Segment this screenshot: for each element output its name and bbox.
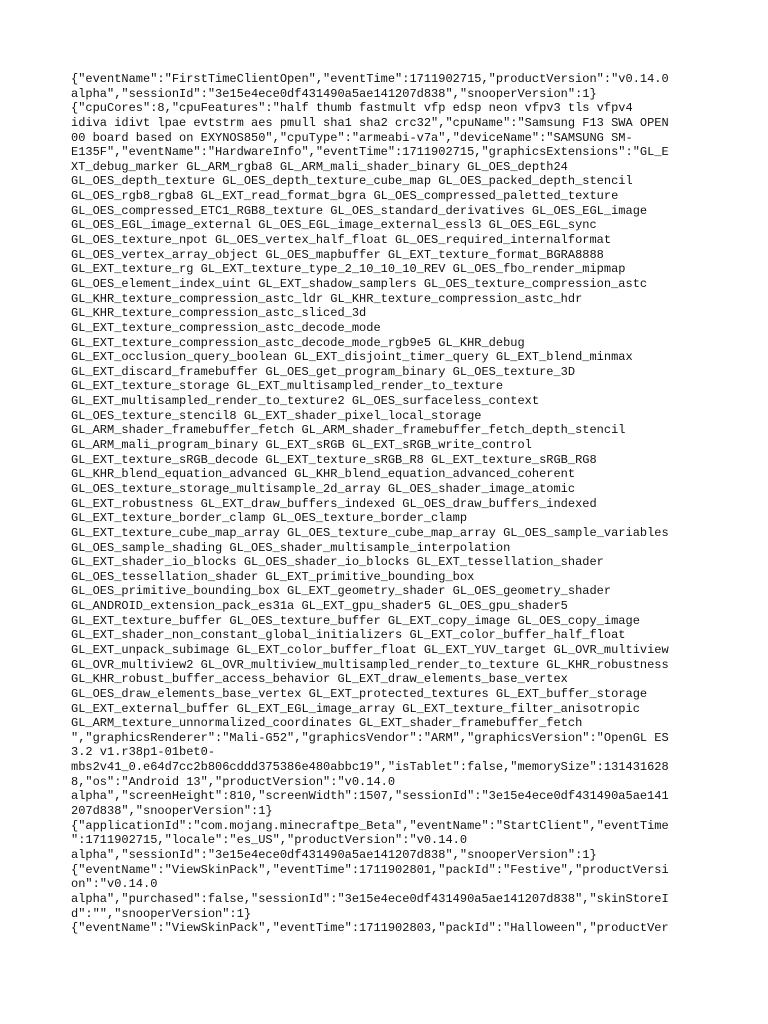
text-line: GL_OES_depth_texture GL_OES_depth_texture_cube_map GL_OES_packed_depth_stencil	[71, 174, 633, 189]
text-line: {"eventName":"ViewSkinPack","eventTime":1711902803,"packId":"Halloween","productVer	[71, 921, 669, 936]
text-line: ","graphicsRenderer":"Mali-G52","graphicsVendor":"ARM","graphicsVersion":"OpenGL ES	[71, 730, 669, 745]
text-line: idiva idivt lpae evtstrm aes pmull sha1 sha2 crc32","cpuName":"Samsung F13 SWA OPEN	[71, 115, 669, 130]
text-line: GL_EXT_discard_framebuffer GL_OES_get_program_binary GL_OES_texture_3D	[71, 364, 576, 379]
text-line: GL_EXT_texture_buffer GL_OES_texture_buffer GL_EXT_copy_image GL_OES_copy_image	[71, 613, 640, 628]
text-line: GL_EXT_multisampled_render_to_texture2 GL_OES_surfaceless_context	[71, 394, 540, 409]
text-line: alpha","screenHeight":810,"screenWidth":1507,"sessionId":"3e15e4ece0df431490a5ae141	[71, 789, 669, 804]
text-line: {"cpuCores":8,"cpuFeatures":"half thumb fastmult vfp edsp neon vfpv3 tls vfpv4	[71, 101, 633, 116]
text-line: {"eventName":"ViewSkinPack","eventTime":1711902801,"packId":"Festive","productVersi	[71, 862, 669, 877]
text-line: GL_ANDROID_extension_pack_es31a GL_EXT_gpu_shader5 GL_OES_gpu_shader5	[71, 599, 568, 614]
text-line: GL_EXT_texture_compression_astc_decode_mode	[71, 320, 381, 335]
text-line: GL_ARM_shader_framebuffer_fetch GL_ARM_shader_framebuffer_fetch_depth_stencil	[71, 423, 626, 438]
text-line: GL_OES_texture_storage_multisample_2d_array GL_OES_shader_image_atomic	[71, 481, 576, 496]
text-line: GL_EXT_shader_non_constant_global_initializers GL_EXT_color_buffer_half_float	[71, 628, 626, 643]
text-line: {"eventName":"FirstTimeClientOpen","eventTime":1711902715,"productVersion":"v0.14.0	[71, 72, 669, 86]
text-line: GL_OES_EGL_image_external GL_OES_EGL_image_external_essl3 GL_OES_EGL_sync	[71, 218, 597, 233]
text-line: 8,"os":"Android 13","productVersion":"v0.14.0	[71, 774, 396, 789]
text-line: on":"v0.14.0	[71, 877, 158, 892]
text-line: GL_ARM_texture_unnormalized_coordinates GL_EXT_shader_framebuffer_fetch	[71, 716, 583, 731]
text-line: alpha","sessionId":"3e15e4ece0df431490a5ae141207d838","snooperVersion":1}	[71, 847, 597, 862]
text-line: GL_OES_element_index_uint GL_EXT_shadow_samplers GL_OES_texture_compression_astc	[71, 276, 648, 291]
text-line: GL_OES_compressed_ETC1_RGB8_texture GL_OES_standard_derivatives GL_OES_EGL_image	[71, 203, 648, 218]
text-line: GL_OES_tessellation_shader GL_EXT_primitive_bounding_box	[71, 569, 475, 584]
text-line: GL_KHR_robust_buffer_access_behavior GL_EXT_draw_elements_base_vertex	[71, 672, 568, 687]
text-line: GL_OES_primitive_bounding_box GL_EXT_geometry_shader GL_OES_geometry_shader	[71, 584, 612, 599]
text-line: GL_ARM_mali_program_binary GL_EXT_sRGB GL_EXT_sRGB_write_control	[71, 438, 532, 453]
text-line: GL_KHR_texture_compression_astc_sliced_3d	[71, 306, 367, 321]
text-line: {"applicationId":"com.mojang.minecraftpe_Beta","eventName":"StartClient","eventTime	[71, 818, 669, 833]
text-line: GL_EXT_texture_border_clamp GL_OES_texture_border_clamp	[71, 511, 468, 526]
text-line: d":"","snooperVersion":1}	[71, 906, 252, 921]
text-line: GL_OES_vertex_array_object GL_OES_mapbuffer GL_EXT_texture_format_BGRA8888	[71, 247, 604, 262]
text-line: ":1711902715,"locale":"es_US","productVersion":"v0.14.0	[71, 833, 468, 848]
text-line: GL_OVR_multiview2 GL_OVR_multiview_multisampled_render_to_texture GL_KHR_robustness	[71, 657, 669, 672]
text-line: alpha","sessionId":"3e15e4ece0df431490a5ae141207d838","snooperVersion":1}	[71, 86, 597, 101]
text-line: GL_EXT_occlusion_query_boolean GL_EXT_disjoint_timer_query GL_EXT_blend_minmax	[71, 350, 633, 365]
text-line: GL_OES_draw_elements_base_vertex GL_EXT_protected_textures GL_EXT_buffer_storage	[71, 686, 648, 701]
text-line: GL_OES_rgb8_rgba8 GL_EXT_read_format_bgra GL_OES_compressed_paletted_texture	[71, 189, 619, 204]
text-line: GL_OES_texture_stencil8 GL_EXT_shader_pixel_local_storage	[71, 408, 482, 423]
text-line: GL_EXT_robustness GL_EXT_draw_buffers_indexed GL_OES_draw_buffers_indexed	[71, 496, 597, 511]
text-line: GL_OES_sample_shading GL_OES_shader_multisample_interpolation	[71, 540, 511, 555]
text-line: 207d838","snooperVersion":1}	[71, 804, 273, 819]
text-line: GL_KHR_texture_compression_astc_ldr GL_KHR_texture_compression_astc_hdr	[71, 291, 583, 306]
text-line: GL_EXT_texture_compression_astc_decode_mode_rgb9e5 GL_KHR_debug	[71, 335, 525, 350]
text-line: XT_debug_marker GL_ARM_rgba8 GL_ARM_mali_shader_binary GL_OES_depth24	[71, 159, 568, 174]
text-line: GL_EXT_texture_storage GL_EXT_multisampled_render_to_texture	[71, 379, 504, 394]
text-line: GL_EXT_external_buffer GL_EXT_EGL_image_array GL_EXT_texture_filter_anisotropic	[71, 701, 640, 716]
text-line: GL_KHR_blend_equation_advanced GL_KHR_blend_equation_advanced_coherent	[71, 467, 576, 482]
text-line: GL_EXT_unpack_subimage GL_EXT_color_buffer_float GL_EXT_YUV_target GL_OVR_multiview	[71, 642, 669, 657]
text-line: GL_EXT_shader_io_blocks GL_OES_shader_io_blocks GL_EXT_tessellation_shader	[71, 555, 604, 570]
text-line: GL_OES_texture_npot GL_OES_vertex_half_float GL_OES_required_internalformat	[71, 233, 612, 248]
text-line: E135F","eventName":"HardwareInfo","eventTime":1711902715,"graphicsExtensions":"GL_E	[71, 145, 669, 160]
text-line: alpha","purchased":false,"sessionId":"3e15e4ece0df431490a5ae141207d838","skinStoreI	[71, 891, 669, 906]
text-line: 00 board based on EXYNOS850","cpuType":"armeabi-v7a","deviceName":"SAMSUNG SM-	[71, 130, 633, 145]
document-text	[71, 72, 701, 936]
text-line: GL_EXT_texture_rg GL_EXT_texture_type_2_10_10_10_REV GL_OES_fbo_render_mipmap	[71, 262, 626, 277]
text-line: GL_EXT_texture_sRGB_decode GL_EXT_texture_sRGB_R8 GL_EXT_texture_sRGB_RG8	[71, 452, 597, 467]
text-line: 3.2 v1.r38p1-01bet0-	[71, 745, 216, 760]
text-line: GL_EXT_texture_cube_map_array GL_OES_texture_cube_map_array GL_OES_sample_variables	[71, 525, 669, 540]
text-line: mbs2v41_0.e64d7cc2b806cddd375386e480abbc19","isTablet":false,"memorySize":131431628	[71, 760, 669, 775]
